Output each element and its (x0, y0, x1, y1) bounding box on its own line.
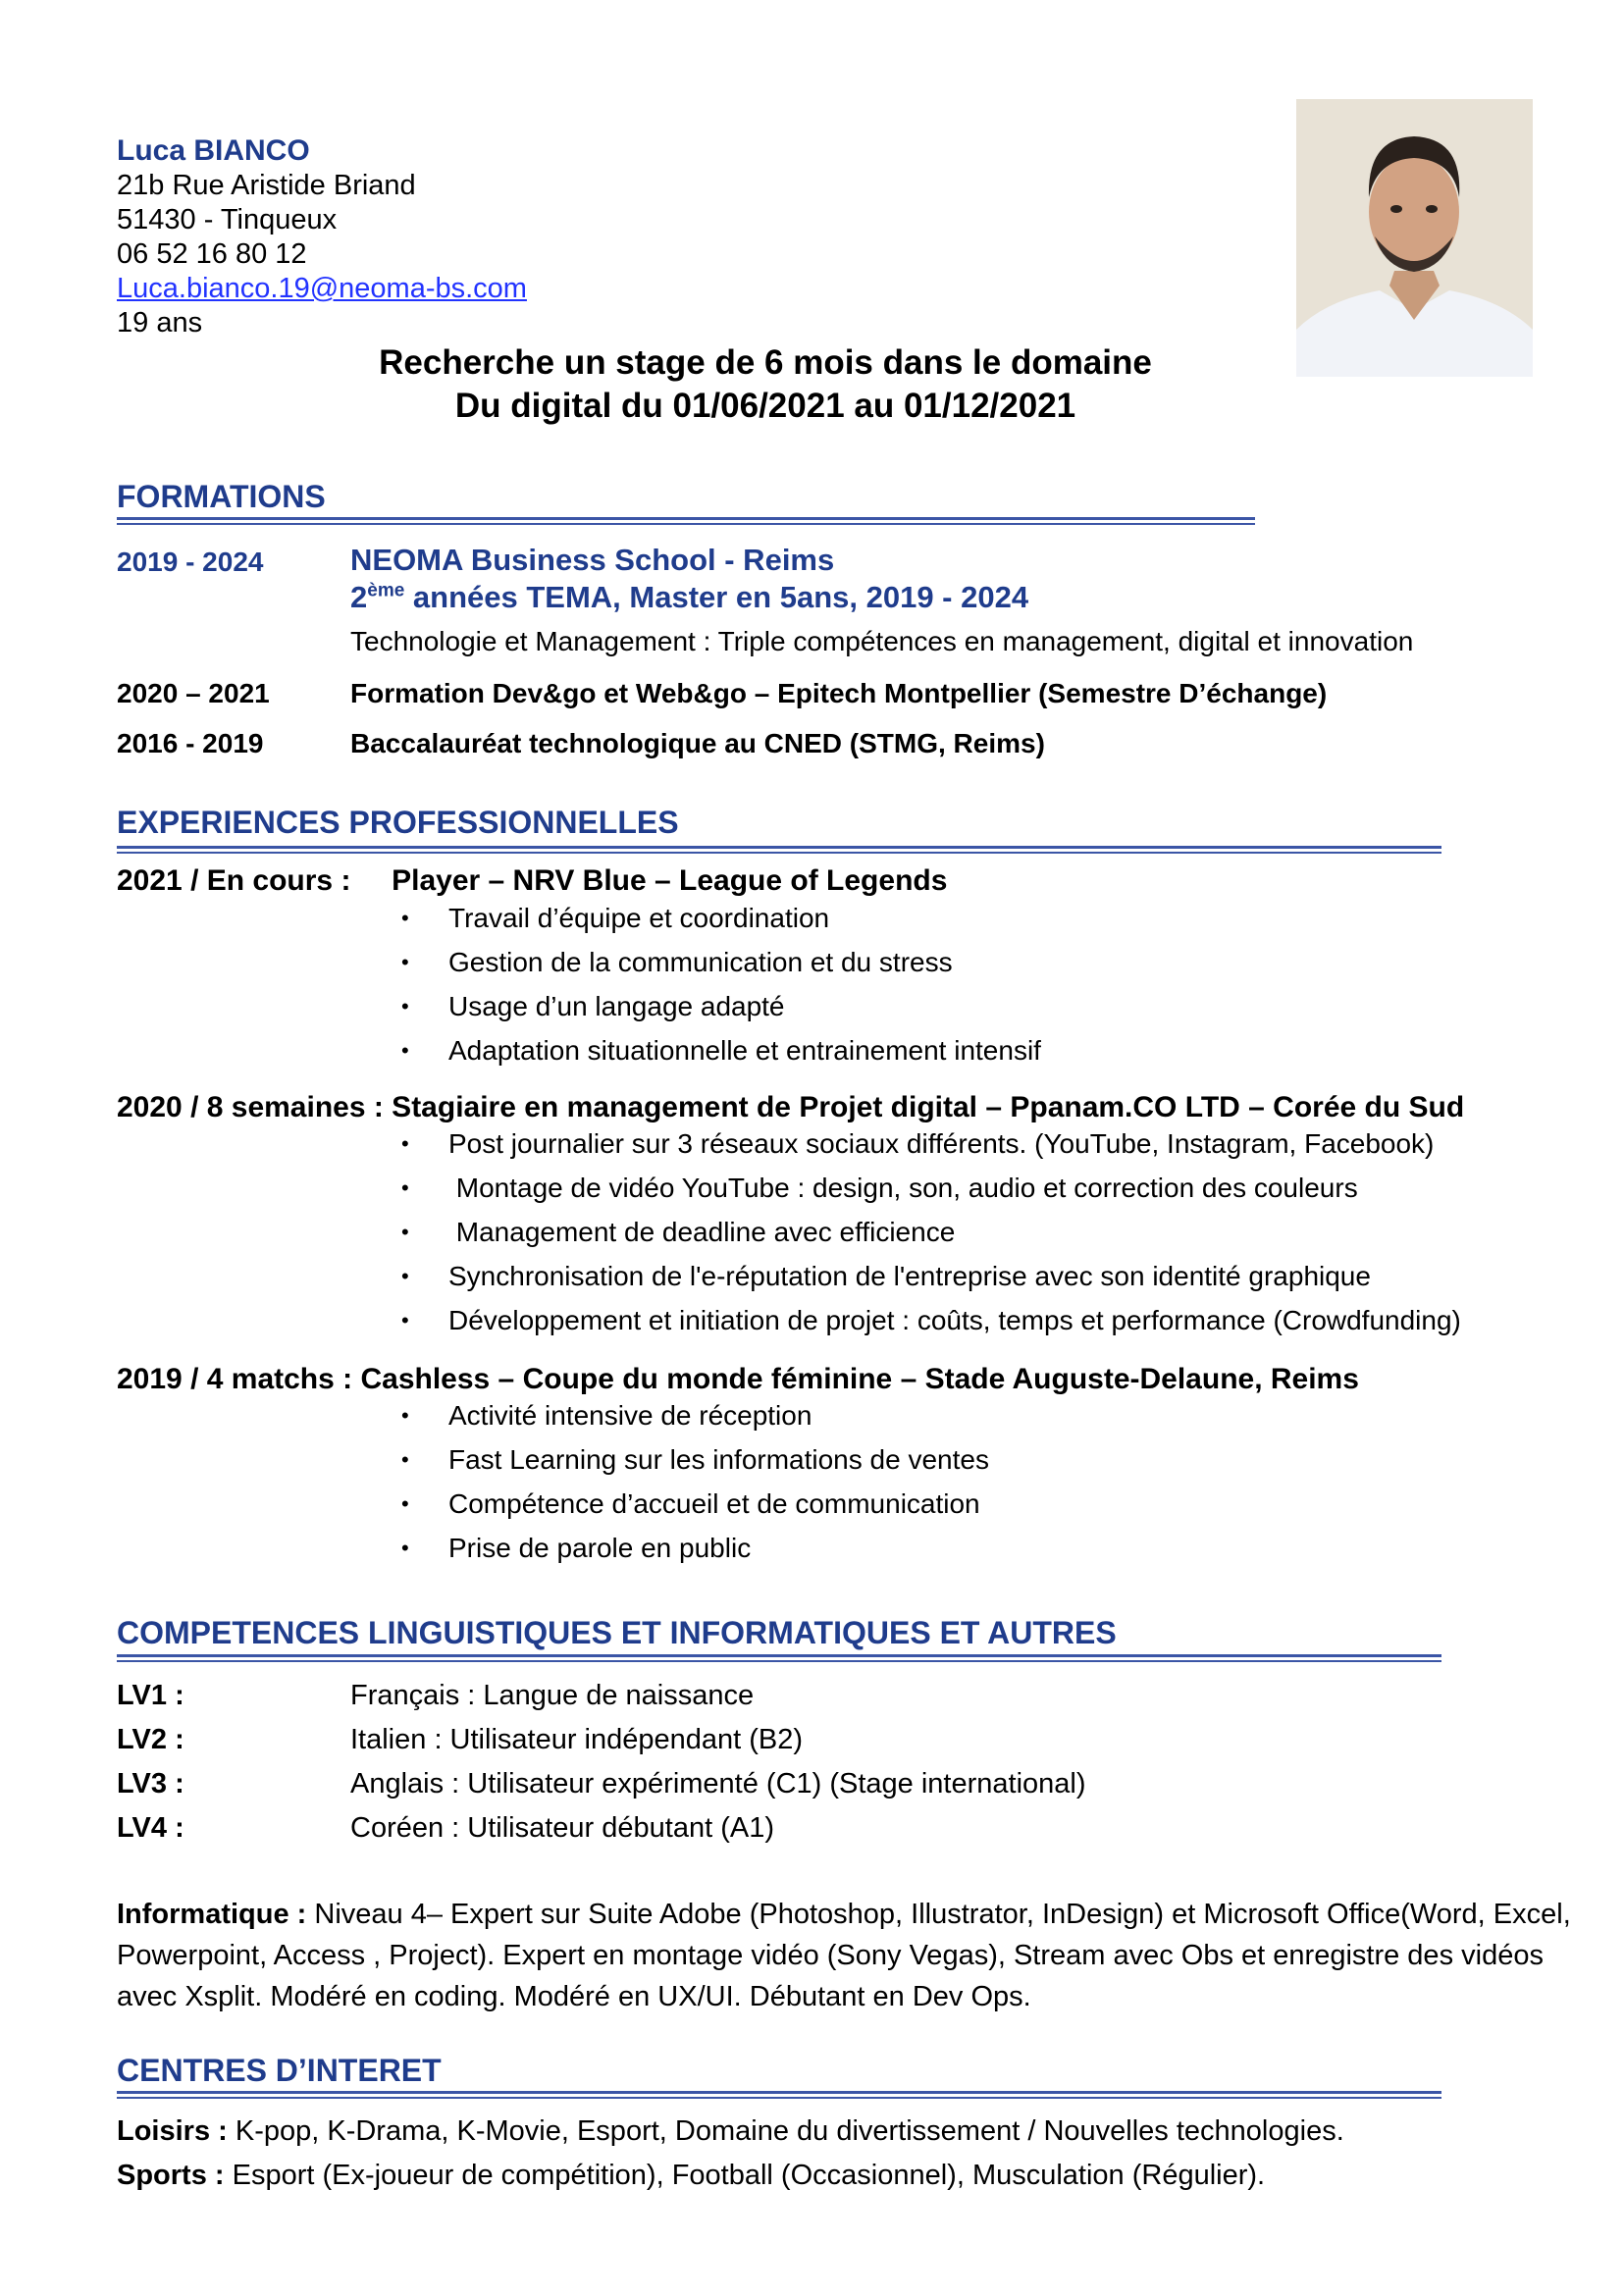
language-value: Coréen : Utilisateur débutant (A1) (350, 1812, 774, 1844)
portrait-image (1296, 99, 1533, 377)
loisirs-label: Loisirs : (117, 2115, 228, 2147)
experience-bullet: Gestion de la communication et du stress (448, 947, 953, 977)
sports-label: Sports : (117, 2160, 225, 2191)
bullet-icon: • (401, 1308, 409, 1332)
candidate-name: Luca BIANCO (117, 134, 310, 167)
informatique-text: Niveau 4– Expert sur Suite Adobe (Photoshop, Illustrator, InDesign) et Microsoft Office(Word, Excel, Powerpoint, Access , Project). Expert en montage vidéo (Sony Vegas), Stream avec Obs et enregistre des vidéos avec Xsplit. Modéré en coding. Modéré en UX/UI. Débutant en Dev Ops. (117, 1899, 1571, 2012)
bullet-icon: • (401, 950, 409, 974)
bullet-icon: • (401, 1491, 409, 1516)
section-rule (117, 846, 1441, 854)
language-value: Anglais : Utilisateur expérimenté (C1) (Stage international) (350, 1768, 1086, 1799)
formation-dates: 2019 - 2024 (117, 547, 264, 577)
objective-line-1: Recherche un stage de 6 mois dans le domaine (379, 343, 1152, 382)
phone-number: 06 52 16 80 12 (117, 238, 307, 270)
section-rule (117, 1654, 1441, 1662)
experience-bullet: Montage de vidéo YouTube : design, son, audio et correction des couleurs (448, 1173, 1358, 1203)
section-rule (117, 517, 1255, 525)
age: 19 ans (117, 307, 203, 339)
experience-bullet: Activité intensive de réception (448, 1400, 812, 1431)
bullet-icon: • (401, 1264, 409, 1288)
informatique-paragraph (117, 1894, 1589, 2017)
experience-bullet: Post journalier sur 3 réseaux sociaux différents. (YouTube, Instagram, Facebook) (448, 1128, 1435, 1159)
experience-bullet: Management de deadline avec efficience (448, 1217, 956, 1247)
language-label: LV4 : (117, 1812, 184, 1844)
formation-dates: 2020 – 2021 (117, 678, 270, 708)
formation-title: NEOMA Business School - Reims (350, 543, 835, 577)
language-label: LV3 : (117, 1768, 184, 1799)
section-rule (117, 2091, 1441, 2099)
experience-bullet: Compétence d’accueil et de communication (448, 1488, 980, 1519)
section-title-interets: CENTRES D’INTERET (117, 2053, 442, 2088)
language-value: Français : Langue de naissance (350, 1680, 755, 1711)
formation-subtitle: 2ème années TEMA, Master en 5ans, 2019 - 2024 (350, 580, 1029, 614)
section-title-experiences: EXPERIENCES PROFESSIONNELLES (117, 805, 679, 840)
experience-bullet: Synchronisation de l'e-réputation de l'entreprise avec son identité graphique (448, 1261, 1371, 1291)
address-line-2: 51430 - Tinqueux (117, 204, 338, 235)
formation-title: Baccalauréat technologique au CNED (STMG, Reims) (350, 728, 1045, 758)
bullet-icon: • (401, 1131, 409, 1156)
experience-bullet: Adaptation situationnelle et entrainement intensif (448, 1035, 1041, 1066)
sports-line (117, 2158, 1265, 2193)
bullet-icon: • (401, 994, 409, 1018)
experience-bullet: Développement et initiation de projet : coûts, temps et performance (Crowdfunding) (448, 1305, 1461, 1335)
bullet-icon: • (401, 1038, 409, 1063)
address-line-1: 21b Rue Aristide Briand (117, 170, 416, 201)
section-title-competences: COMPETENCES LINGUISTIQUES ET INFORMATIQUES ET AUTRES (117, 1615, 1117, 1650)
profile-photo (1296, 99, 1533, 377)
bullet-icon: • (401, 1220, 409, 1244)
formation-dates: 2016 - 2019 (117, 728, 264, 758)
experience-heading: 2019 / 4 matchs : Cashless – Coupe du monde féminine – Stade Auguste-Delaune, Reims (117, 1363, 1359, 1395)
language-label: LV1 : (117, 1680, 184, 1711)
formation-title: Formation Dev&go et Web&go – Epitech Montpellier (Semestre D’échange) (350, 678, 1328, 708)
language-value: Italien : Utilisateur indépendant (B2) (350, 1724, 804, 1755)
experience-heading: 2020 / 8 semaines : Stagiaire en management de Projet digital – Ppanam.CO LTD – Corée du Sud (117, 1091, 1465, 1123)
bullet-icon: • (401, 1403, 409, 1428)
bullet-icon: • (401, 906, 409, 930)
formation-description: Technologie et Management : Triple compétences en management, digital et innovation (350, 626, 1414, 656)
experience-bullet: Prise de parole en public (448, 1533, 752, 1563)
loisirs-text: K-pop, K-Drama, K-Movie, Esport, Domaine du divertissement / Nouvelles technologies. (227, 2115, 1344, 2147)
experience-bullet: Fast Learning sur les informations de ventes (448, 1444, 989, 1475)
section-title-formations: FORMATIONS (117, 479, 326, 514)
bullet-icon: • (401, 1536, 409, 1560)
bullet-icon: • (401, 1447, 409, 1472)
language-label: LV2 : (117, 1724, 184, 1755)
experience-bullet: Travail d’équipe et coordination (448, 903, 830, 933)
sports-text: Esport (Ex-joueur de compétition), Football (Occasionnel), Musculation (Régulier). (224, 2160, 1266, 2191)
email-link[interactable]: Luca.bianco.19@neoma-bs.com (117, 273, 527, 304)
experience-heading: 2021 / En cours : Player – NRV Blue – League of Legends (117, 864, 948, 897)
informatique-label: Informatique : (117, 1899, 307, 1930)
objective-line-2: Du digital du 01/06/2021 au 01/12/2021 (454, 387, 1076, 425)
loisirs-line (117, 2113, 1344, 2149)
experience-bullet: Usage d’un langage adapté (448, 991, 785, 1021)
bullet-icon: • (401, 1175, 409, 1200)
